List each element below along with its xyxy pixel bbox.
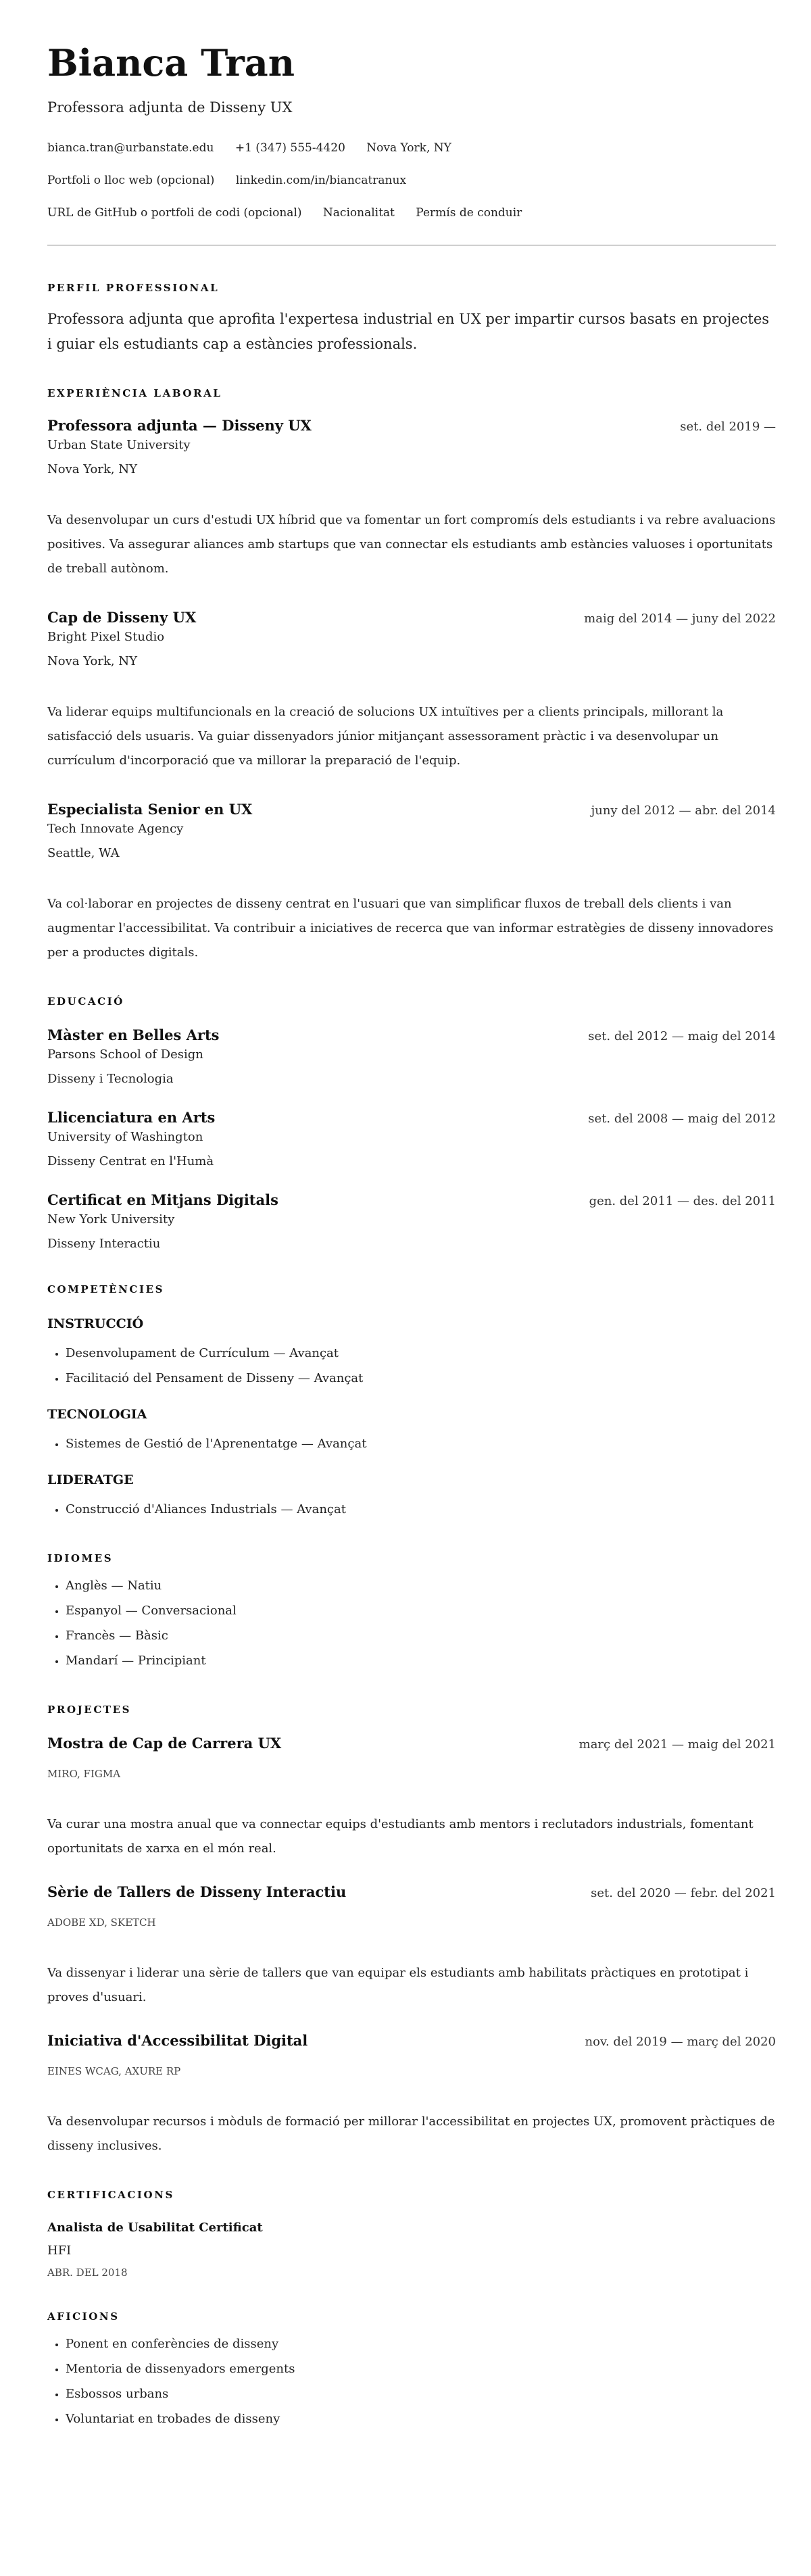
linkedin-link: linkedin.com/in/biancatranux <box>235 174 407 187</box>
certification-title: Analista de Usabilitat Certificat <box>47 2221 263 2235</box>
project-title: Sèrie de Tallers de Disseny Interactiu <box>47 1883 347 1900</box>
section-hobbies <box>47 2310 776 2431</box>
project-tech: EINES WCAG, AXURE RP <box>47 2065 181 2077</box>
driving-license: Permís de conduir <box>416 206 522 220</box>
skill-category: LIDERATGE <box>47 1472 134 1487</box>
section-projects <box>47 1703 776 2158</box>
job-description: Va col·laborar en projectes de disseny centrat en l'usuari que van simplificar fluxos de treball dels clients i van augmentar l'accessibilitat. Va contribuir a iniciatives de recerca que van informar estratègies de disseny innovadores per a productes digitals. <box>47 897 774 960</box>
language-item: • Espanyol — Conversacional <box>66 1598 776 1623</box>
education-dates: gen. del 2011 — des. del 2011 <box>589 1194 776 1208</box>
portfolio-link: Portfoli o lloc web (opcional) <box>47 174 215 187</box>
skill-item: • Sistemes de Gestió de l'Aprenentatge — Avançat <box>66 1431 776 1456</box>
hobby-item: • Esbossos urbans <box>66 2381 776 2406</box>
project-dates: març del 2021 — maig del 2021 <box>579 1737 776 1752</box>
phone: +1 (347) 555-4420 <box>235 141 345 155</box>
section-title: EXPERIÈNCIA LABORAL <box>47 387 222 399</box>
field-of-study: Disseny Centrat en l'Humà <box>47 1154 214 1168</box>
school: New York University <box>47 1212 175 1227</box>
hobby-item: • Ponent en conferències de disseny <box>66 2331 776 2356</box>
job-title: Especialista Senior en UX <box>47 801 253 818</box>
project-dates: set. del 2020 — febr. del 2021 <box>591 1886 776 1900</box>
contact-row <box>47 172 776 189</box>
location: Nova York, NY <box>366 141 451 155</box>
section-profile <box>47 281 776 357</box>
experience-item <box>47 416 776 581</box>
project-item <box>47 1883 776 2010</box>
job-description: Va liderar equips multifuncionals en la creació de solucions UX intuïtives per a clients principals, millorant la satisfacció dels usuaris. Va guiar dissenyadors júnior mitjançant assessorament pràctic i va desenvolupar un currículum d'incorporació que va millorar la preparació de l'equip. <box>47 705 724 768</box>
job-location: Nova York, NY <box>47 462 137 476</box>
section-certifications <box>47 2188 776 2280</box>
degree: Màster en Belles Arts <box>47 1026 220 1043</box>
language-item: • Mandarí — Principiant <box>66 1648 776 1673</box>
section-title: COMPETÈNCIES <box>47 1283 165 1295</box>
project-dates: nov. del 2019 — març del 2020 <box>585 2035 776 2049</box>
field-of-study: Disseny Interactiu <box>47 1237 161 1251</box>
certification-item <box>47 2219 776 2280</box>
candidate-name: Bianca Tran <box>47 41 295 84</box>
project-description: Va curar una mostra anual que va connectar equips d'estudiants amb mentors i reclutadors industrials, fomentant oportunitats de xarxa en el món real. <box>47 1817 754 1856</box>
skill-list <box>47 1431 776 1456</box>
hobby-item: • Voluntariat en trobades de disseny <box>66 2406 776 2431</box>
job-dates: juny del 2012 — abr. del 2014 <box>591 803 776 818</box>
contact-row <box>47 204 776 222</box>
education-item <box>47 1191 776 1253</box>
contact-row <box>47 139 776 157</box>
project-item <box>47 1734 776 1861</box>
nationality: Nacionalitat <box>322 206 395 220</box>
field-of-study: Disseny i Tecnologia <box>47 1072 174 1086</box>
education-item <box>47 1108 776 1170</box>
language-list <box>47 1573 776 1673</box>
job-location: Nova York, NY <box>47 654 137 668</box>
certification-issuer: HFI <box>47 2244 72 2258</box>
project-title: Iniciativa d'Accessibilitat Digital <box>47 2032 308 2049</box>
hobby-list <box>47 2331 776 2431</box>
skill-item: • Desenvolupament de Currículum — Avançat <box>66 1341 776 1366</box>
project-description: Va dissenyar i liderar una sèrie de tallers que van equipar els estudiants amb habilitats pràctiques en prototipat i proves d'usuari. <box>47 1966 749 2004</box>
section-education <box>47 995 776 1253</box>
degree: Llicenciatura en Arts <box>47 1109 216 1126</box>
section-title: AFICIONS <box>47 2310 120 2323</box>
email: bianca.tran@urbanstate.edu <box>47 141 214 155</box>
language-item: • Francès — Bàsic <box>66 1623 776 1648</box>
resume-header <box>47 39 776 222</box>
company: Urban State University <box>47 438 191 452</box>
job-title: Cap de Disseny UX <box>47 609 197 626</box>
candidate-title: Professora adjunta de Disseny UX <box>47 99 293 116</box>
section-title: CERTIFICACIONS <box>47 2189 174 2201</box>
job-location: Seattle, WA <box>47 846 120 860</box>
skill-item: • Construcció d'Aliances Industrials — Avançat <box>66 1497 776 1522</box>
header-divider <box>47 245 776 246</box>
company: Tech Innovate Agency <box>47 822 184 836</box>
section-title: PROJECTES <box>47 1704 132 1716</box>
section-languages <box>47 1552 776 1673</box>
github-link: URL de GitHub o portfoli de codi (opcional) <box>47 206 302 220</box>
project-description: Va desenvolupar recursos i mòduls de formació per millorar l'accessibilitat en projectes UX, promovent pràctiques de disseny inclusives. <box>47 2114 775 2153</box>
experience-item <box>47 800 776 965</box>
experience-item <box>47 608 776 773</box>
section-title: PERFIL PROFESSIONAL <box>47 282 220 294</box>
section-skills <box>47 1283 776 1522</box>
job-dates: set. del 2019 — <box>680 420 776 434</box>
profile-summary: Professora adjunta que aprofita l'expertesa industrial en UX per impartir cursos basats en projectes i guiar els estudiants cap a estàncies professionals. <box>47 311 770 352</box>
school: Parsons School of Design <box>47 1047 203 1062</box>
degree: Certificat en Mitjans Digitals <box>47 1191 278 1208</box>
certification-date: ABR. DEL 2018 <box>47 2267 128 2279</box>
education-item <box>47 1026 776 1088</box>
project-title: Mostra de Cap de Carrera UX <box>47 1735 282 1752</box>
section-title: EDUCACIÓ <box>47 995 124 1008</box>
company: Bright Pixel Studio <box>47 630 165 644</box>
project-tech: MIRO, FIGMA <box>47 1768 121 1780</box>
education-dates: set. del 2012 — maig del 2014 <box>588 1029 776 1043</box>
skill-category: INSTRUCCIÓ <box>47 1316 144 1331</box>
skill-category: TECNOLOGIA <box>47 1407 147 1422</box>
project-item <box>47 2031 776 2158</box>
hobby-item: • Mentoria de dissenyadors emergents <box>66 2356 776 2381</box>
project-tech: ADOBE XD, SKETCH <box>47 1916 156 1929</box>
skill-item: • Facilitació del Pensament de Disseny — Avançat <box>66 1366 776 1391</box>
skill-list <box>47 1341 776 1391</box>
skill-list <box>47 1497 776 1522</box>
language-item: • Anglès — Natiu <box>66 1573 776 1598</box>
section-experience <box>47 387 776 965</box>
section-title: IDIOMES <box>47 1552 114 1564</box>
job-description: Va desenvolupar un curs d'estudi UX híbrid que va fomentar un fort compromís dels estudiants i va rebre avaluacions positives. Va assegurar aliances amb startups que van connectar els estudiants amb estàncies valuoses i oportunitats de treball autònom. <box>47 513 776 576</box>
education-dates: set. del 2008 — maig del 2012 <box>588 1112 776 1126</box>
job-dates: maig del 2014 — juny del 2022 <box>584 612 776 626</box>
school: University of Washington <box>47 1130 203 1144</box>
job-title: Professora adjunta — Disseny UX <box>47 417 312 434</box>
